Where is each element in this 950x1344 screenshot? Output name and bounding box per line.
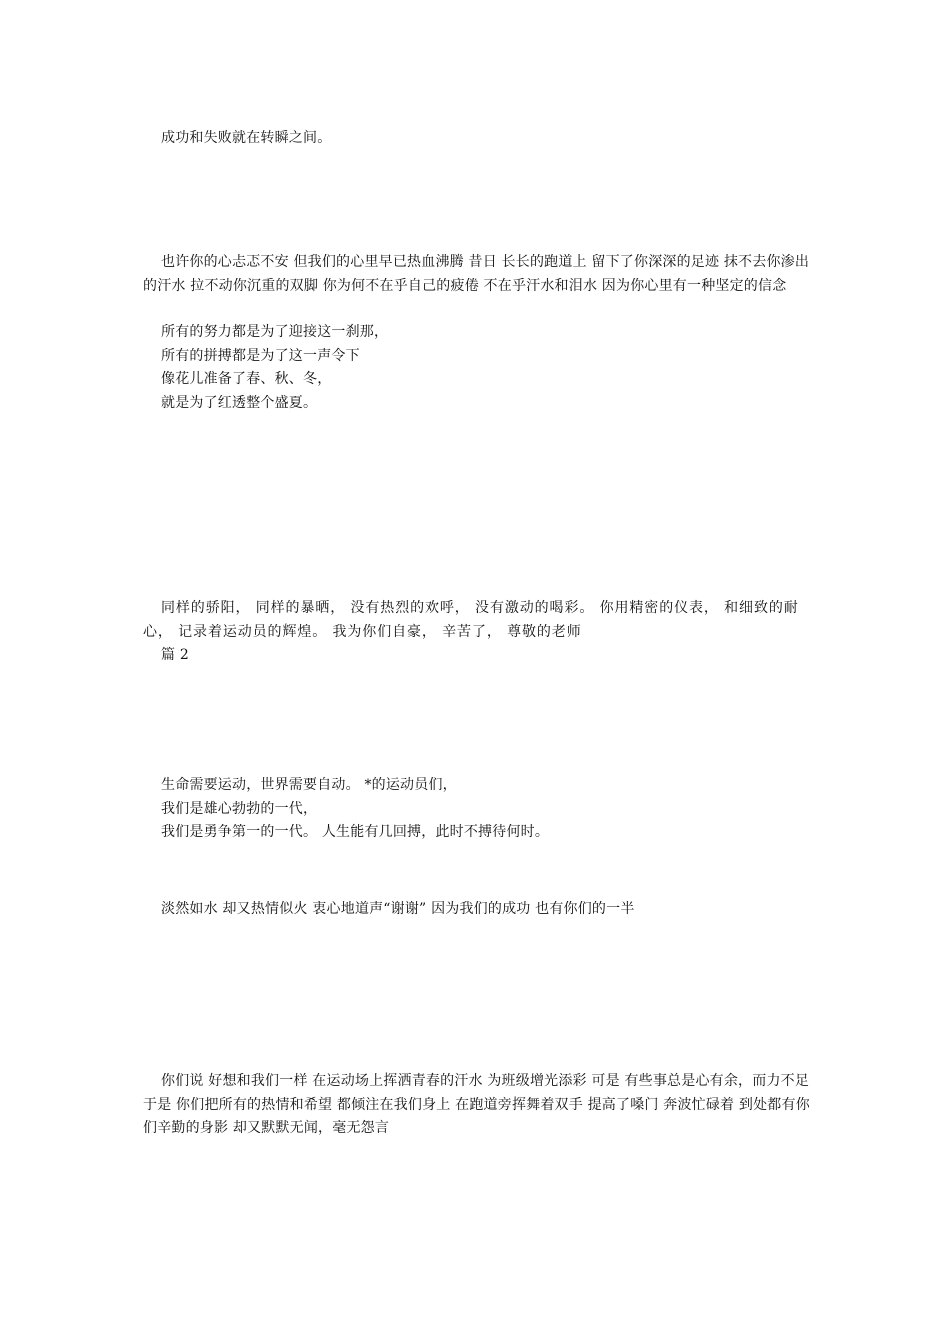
verse-block-1 [143, 321, 811, 415]
verse-line: 生命需要运动，世界需要自动。 *的运动员们， [161, 777, 457, 793]
paragraph-3 [143, 597, 811, 668]
verse-line: 就是为了红透整个盛夏。 [161, 394, 318, 411]
verse-line: 所有的拼搏都是为了这一声令下 [161, 347, 360, 364]
paragraph-text: 淡然如水 却又热情似火 衷心地道声“谢谢” 因为我们的成功 也有你们的一半 [161, 901, 635, 917]
paragraph-5 [143, 1070, 811, 1141]
paragraph-text: 你们说 好想和我们一样 在运动场上挥洒青春的汗水 为班级增光添彩 可是 有些事总是心有余，而力不足 于是 你们把所有的热情和希望 都倾注在我们身上 在跑道旁挥舞着双手 提高了嗓门 奔波忙碌着 到处都有你们辛勤的身影 却又默默无闻，毫无怨言 [143, 1073, 810, 1136]
paragraph-text: 同样的骄阳， 同样的暴晒， 没有热烈的欢呼， 没有激动的喝彩。 你用精密的仪表， 和细致的耐心， 记录着运动员的辉煌。 我为你们自豪， 辛苦了， 尊敬的老师 [143, 600, 799, 640]
verse-line: 像花儿准备了春、秋、冬， [161, 371, 332, 387]
paragraph-text: 也许你的心忐忑不安 但我们的心里早已热血沸腾 昔日 长长的跑道上 留下了你深深的足迹 抹不去你渗出的汗水 拉不动你沉重的双脚 你为何不在乎自己的疲倦 不在乎汗水和泪水 因为你心里有一种坚定的信念 [143, 254, 810, 294]
paragraph-2 [143, 251, 811, 298]
verse-line: 我们是勇争第一的一代。 人生能有几回搏，此时不搏待何时。 [161, 824, 550, 840]
section-label: 篇 2 [161, 647, 189, 663]
verse-line: 我们是雄心勃勃的一代， [161, 800, 318, 817]
verse-block-2 [143, 774, 811, 845]
paragraph-4 [143, 898, 811, 922]
paragraph-1 [143, 127, 811, 151]
verse-line: 所有的努力都是为了迎接这一刹那， [161, 324, 389, 340]
paragraph-text: 成功和失败就在转瞬之间。 [161, 130, 332, 146]
